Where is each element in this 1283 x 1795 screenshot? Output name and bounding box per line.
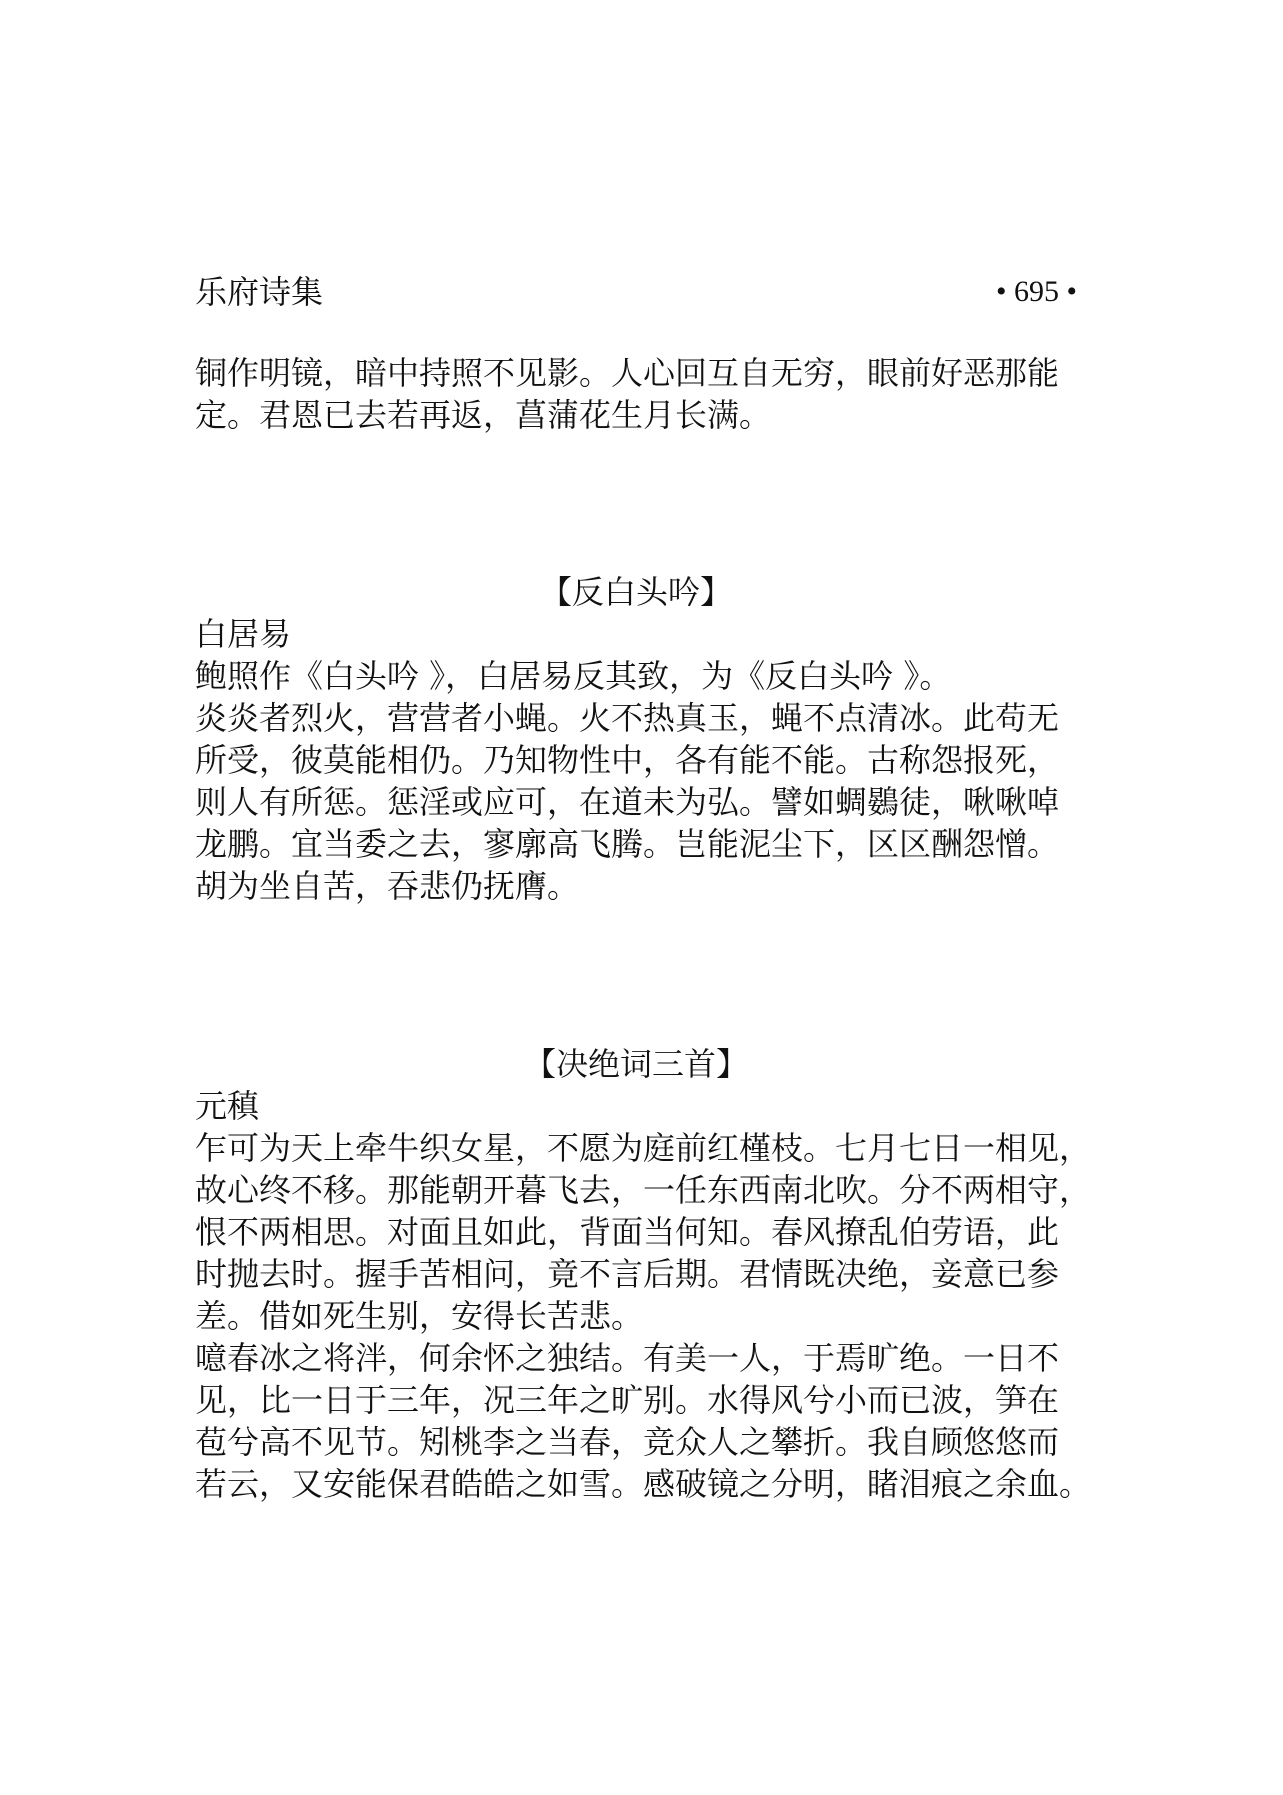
text-line: 龙鹏。宜当委之去，寥廓高飞腾。岂能泥尘下，区区酬怨憎。 [195, 825, 1060, 863]
book-title: 乐府诗集 [195, 273, 324, 311]
poem-body-juejueci [195, 1085, 1115, 1505]
text-line: 见，比一日于三年，况三年之旷别。水得风兮小而已波，笋在 [195, 1381, 1060, 1419]
text-line: 若云，又安能保君皓皓之如雪。感破镜之分明，睹泪痕之余血。 [195, 1465, 1092, 1503]
text-line: 定。君恩已去若再返，菖蒲花生月长满。 [195, 396, 772, 434]
text-line: 则人有所惩。惩淫或应可，在道未为弘。譬如蜩鷃徒，啾啾啅 [195, 783, 1060, 821]
text-line: 故心终不移。那能朝开暮飞去，一任东西南北吹。分不两相守， [195, 1171, 1092, 1209]
poem-title-fan-baitouyin: 【反白头吟】 [539, 573, 732, 611]
poem-body-fan-baitouyin [195, 613, 1115, 907]
text-line: 噫春冰之将泮，何余怀之独结。有美一人，于焉旷绝。一日不 [195, 1339, 1060, 1377]
text-line: 炎炎者烈火，营营者小蝇。火不热真玉，蝇不点清冰。此苟无 [195, 699, 1060, 737]
text-line: 铜作明镜，暗中持照不见影。人心回互自无穷，眼前好恶那能 [195, 354, 1060, 392]
text-line: 差。借如死生别，安得长苦悲。 [195, 1297, 644, 1335]
text-line: 乍可为天上牵牛织女星，不愿为庭前红槿枝。七月七日一相见， [195, 1129, 1092, 1167]
poem-title-juejueci: 【决绝词三首】 [523, 1045, 748, 1083]
poem-author: 元稹 [195, 1087, 260, 1125]
text-line: 恨不两相思。对面且如此，背面当何知。春风撩乱伯劳语，此 [195, 1213, 1060, 1251]
poem-preface: 鲍照作《白头吟 》，白居易反其致，为《反白头吟 》。 [195, 657, 952, 695]
text-line: 所受，彼莫能相仍。乃知物性中，各有能不能。古称怨报死， [195, 741, 1060, 779]
page-number: • 695 • [995, 275, 1077, 308]
text-line: 胡为坐自苦，吞悲仍抚膺。 [195, 867, 580, 905]
continuation-text [195, 352, 1115, 436]
poem-author: 白居易 [195, 615, 292, 653]
text-line: 苞兮高不见节。矧桃李之当春，竞众人之攀折。我自顾悠悠而 [195, 1423, 1060, 1461]
page-header [195, 268, 1077, 316]
text-line: 时抛去时。握手苦相问，竟不言后期。君情既决绝，妾意已参 [195, 1255, 1060, 1293]
